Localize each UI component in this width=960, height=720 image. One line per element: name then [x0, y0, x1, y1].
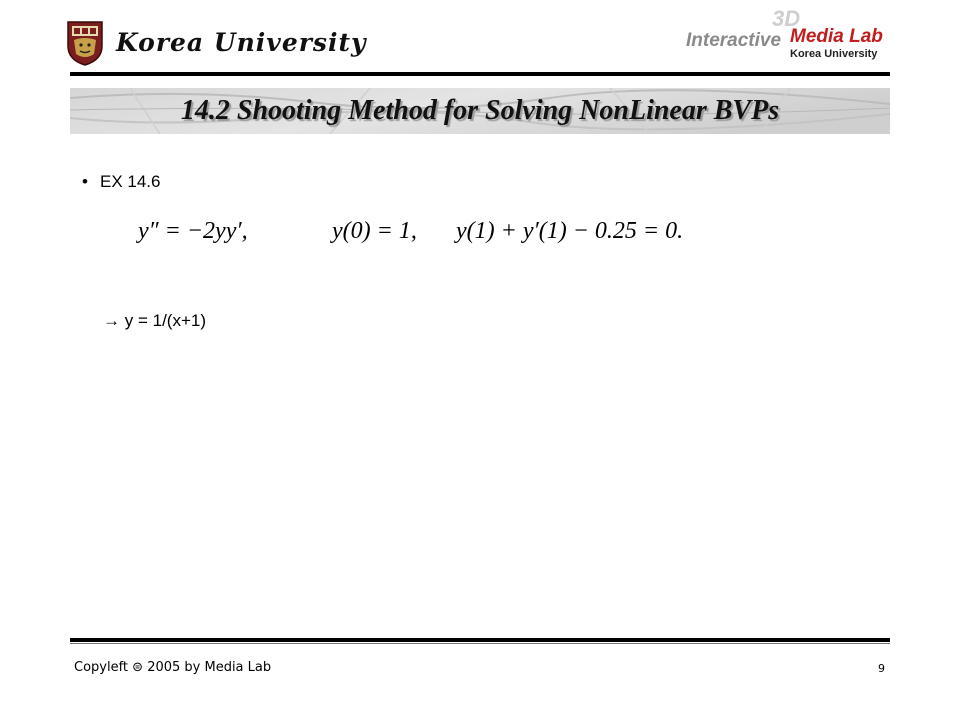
page-number: 9	[878, 662, 885, 675]
university-name: Korea University	[116, 28, 367, 57]
footer-copyright: Copyleft ⊜ 2005 by Media Lab	[74, 660, 272, 675]
footer-divider	[70, 638, 890, 642]
lab-logo-media-lab: Media Lab	[790, 26, 883, 47]
slide-header	[0, 0, 960, 72]
korea-university-crest-icon	[66, 20, 104, 66]
solution-line	[103, 311, 206, 331]
lab-logo-interactive: Interactive	[686, 30, 782, 51]
bullet-dot: •	[82, 172, 88, 191]
footer-divider-thin	[70, 643, 890, 644]
bullet-text: EX 14.6	[100, 172, 161, 191]
lab-logo-3d: 3D	[772, 6, 801, 31]
right-arrow-icon: →	[103, 311, 120, 330]
equation-boundary-right: y(1) + y′(1) − 0.25 = 0.	[456, 218, 684, 244]
equation-boundary-left: y(0) = 1,	[332, 218, 417, 244]
title-band	[70, 88, 890, 134]
header-divider	[70, 72, 890, 76]
lab-logo-korea-university: Korea University	[790, 48, 878, 60]
equation-ode: y″ = −2yy′,	[138, 218, 248, 244]
solution-text: y = 1/(x+1)	[124, 311, 206, 330]
bullet-item	[82, 172, 161, 192]
slide-title: 14.2 Shooting Method for Solving NonLinear BVPs	[180, 95, 780, 126]
